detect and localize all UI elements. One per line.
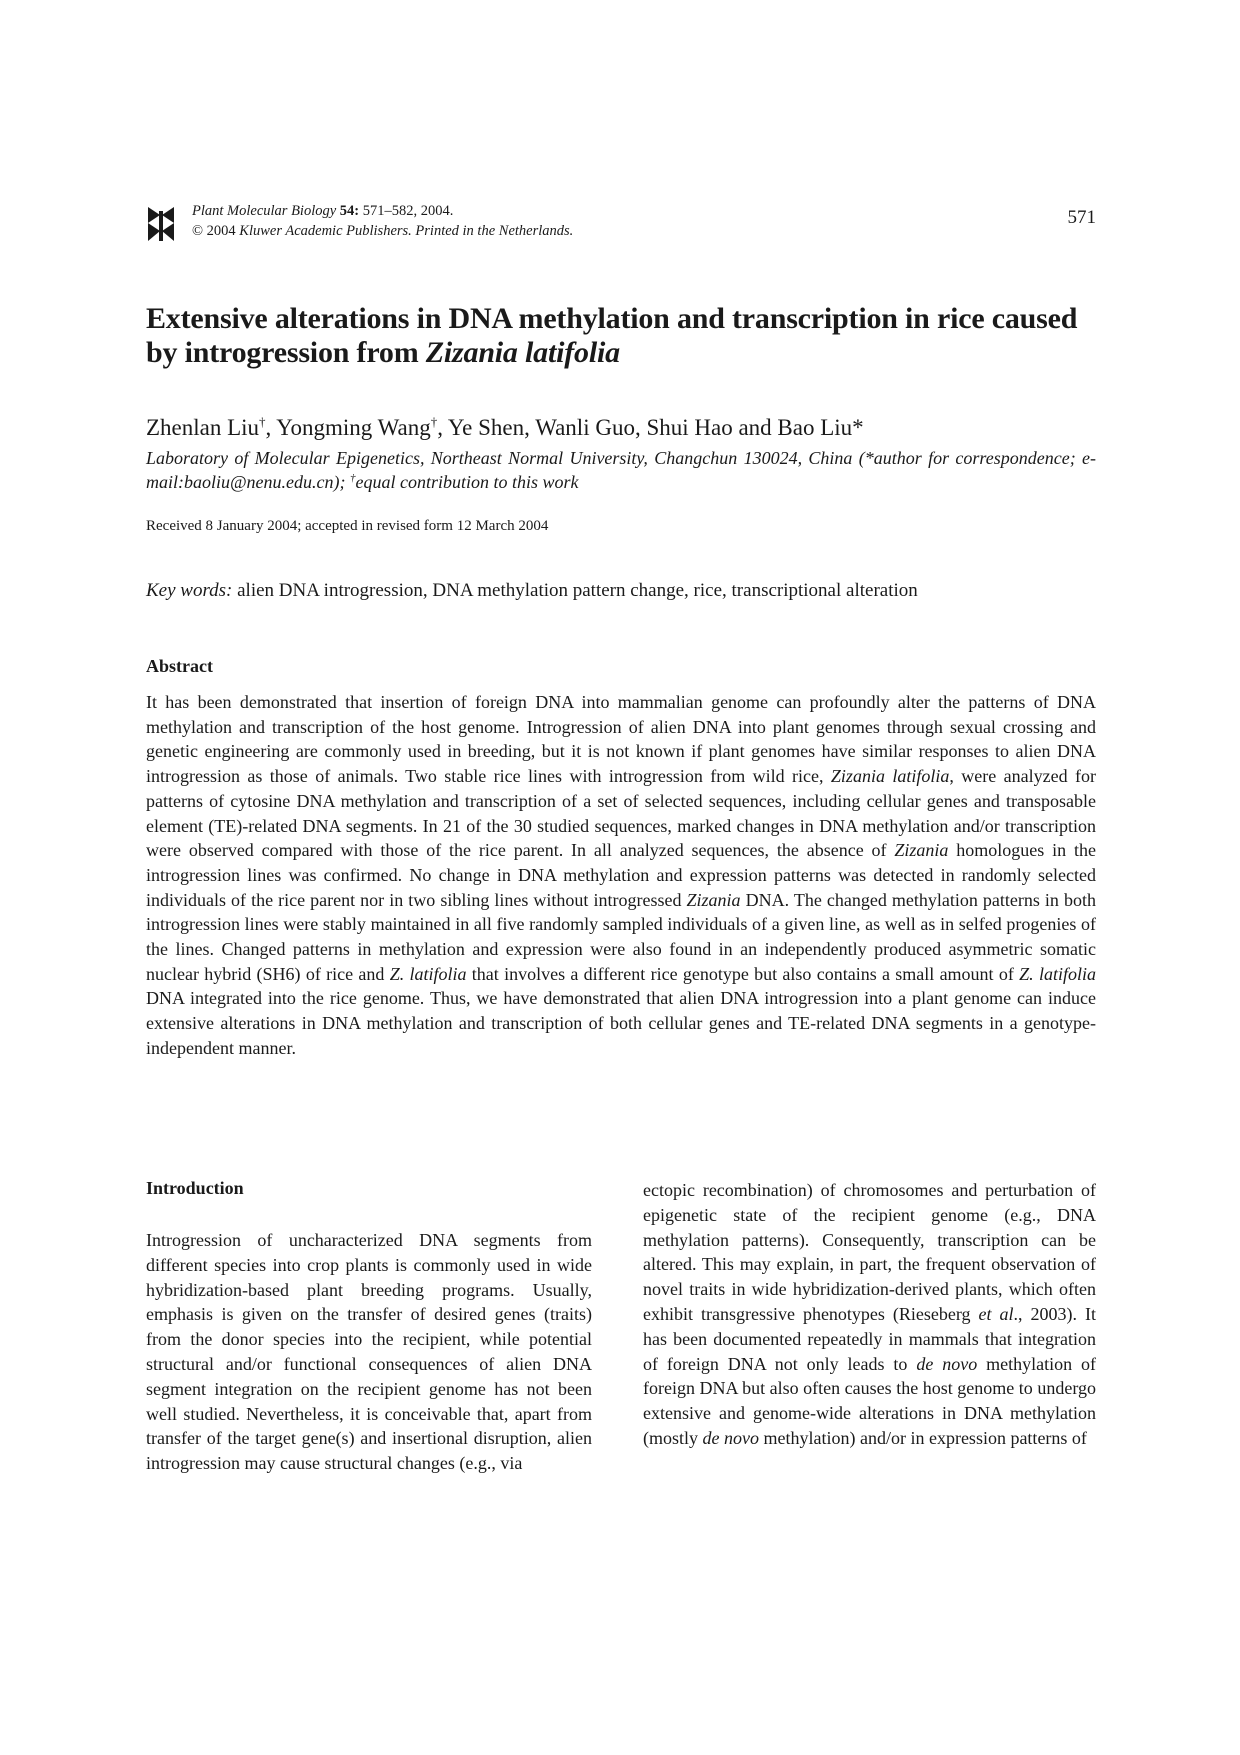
journal-header — [146, 199, 1096, 249]
author-list — [146, 415, 864, 441]
text-segment: Introgression of uncharacterized DNA segments from different species into crop plants is commonly used in wide hybridization-based plant breeding programs. Usually, emphasis is given on the transfer of desired genes (traits) from the donor species into the recipient, while potential structural and/or functional consequences of alien DNA segment integration on the recipient genome has not been well studied. Nevertheless, it is conceivable that, apart from transfer of the target gene(s) and insertional disruption, alien introgression may cause structural changes (e.g., via — [146, 1230, 592, 1474]
author-separator: , — [265, 415, 277, 440]
text-segment: methylation of foreign DNA but also often causes the host genome to undergo extensive and genome-wide alterations in DNA methylation (mostly — [643, 1353, 1096, 1448]
journal-volume: 54: — [339, 203, 360, 219]
italic-term: Z. latifolia — [389, 963, 467, 984]
introduction-left-column — [146, 1228, 592, 1476]
text-segment: DNA. The changed methylation patterns in both introgression lines were stably maintained in all five randomly sampled individuals of a given line, as well as in selfed progenies of the lines. Changed patterns in methylation and expression were also found in an independently produced asymmetric somatic nuclear hybrid (SH6) of rice and — [146, 889, 1096, 984]
abstract-paragraph — [146, 690, 1096, 1061]
copyright-year: 2004 — [206, 223, 236, 239]
introduction-heading: Introduction — [146, 1178, 244, 1198]
text-segment: DNA integrated into the rice genome. Thus, we have demonstrated that alien DNA introgression into a plant genome can induce extensive alterations in DNA methylation and transcription of both cellular genes and TE-related DNA segments in a genotype-independent manner. — [146, 988, 1096, 1058]
page-number: 571 — [1067, 207, 1096, 228]
author-mark: † — [430, 414, 438, 429]
introduction-right-column — [643, 1178, 1096, 1451]
italic-term: de novo — [702, 1427, 759, 1448]
equal-contribution-note: equal contribution to this work — [355, 472, 579, 492]
copyright-symbol: © — [192, 223, 204, 239]
italic-term: Zizania — [894, 840, 949, 861]
journal-name: Plant Molecular Biology — [192, 203, 337, 219]
italic-term: de novo — [916, 1353, 978, 1374]
equal-contribution-mark: † — [350, 472, 356, 484]
author-name: Wanli Guo — [535, 415, 635, 440]
author-mark: † — [259, 414, 266, 429]
text-segment: It has been demonstrated that insertion of foreign DNA into mammalian genome can profoundly alter the patterns of DNA methylation and transcription of the host genome. Introgression of alien DNA into plant genomes through sexual crossing and genetic engineering are commonly used in breeding, but it is not known if plant genomes have similar responses to alien DNA introgression as those of animals. Two stable rice lines with introgression from wild rice, — [146, 692, 1096, 787]
affiliation — [146, 446, 1096, 494]
author-separator: , — [634, 415, 647, 440]
introduction-right-paragraph — [643, 1178, 1096, 1451]
keywords-text: alien DNA introgression, DNA methylation pattern change, rice, transcriptional alteration — [237, 580, 918, 601]
publisher-logo-icon — [146, 203, 176, 243]
keywords — [146, 580, 918, 602]
title-species: Zizania latifolia — [425, 336, 620, 369]
italic-term: Z. latifolia — [1019, 963, 1096, 984]
text-segment: ., 2003). It has been documented repeatedly in mammals that integration of foreign DNA not only leads to — [643, 1303, 1096, 1374]
author-name: Yongming Wang — [276, 415, 431, 440]
text-segment: that involves a different rice genotype but also contains a small amount of — [466, 963, 1020, 984]
title-text: Extensive alterations in DNA methylation and transcription in rice caused by introgression from — [146, 302, 1078, 369]
author-name: Zhenlan Liu — [146, 415, 260, 440]
abstract-body — [146, 690, 1096, 1061]
italic-term: et al — [978, 1303, 1014, 1324]
author-name: Shui Hao — [646, 415, 733, 440]
author-name: Bao Liu* — [777, 415, 864, 440]
keywords-label: Key words: — [146, 580, 233, 601]
italic-term: Zizania latifolia — [830, 766, 950, 787]
copyright-line — [192, 221, 573, 241]
abstract-heading: Abstract — [146, 656, 213, 676]
received-dates: Received 8 January 2004; accepted in revised form 12 March 2004 — [146, 518, 549, 534]
author-separator: , — [524, 415, 536, 440]
author-separator: and — [732, 415, 778, 440]
author-name: Ye Shen — [447, 415, 525, 440]
article-title — [146, 302, 1096, 370]
text-segment: homologues in the introgression lines was confirmed. No change in DNA methylation and expression patterns was detected in randomly selected individuals of the rice parent nor in two sibling lines without introgressed — [146, 840, 1096, 910]
journal-pages: 571–582, 2004. — [362, 203, 454, 219]
affiliation-text: Laboratory of Molecular Epigenetics, Northeast Normal University, Changchun 130024, China (*author for correspondence; e-mail:baoliu@nenu.edu.cn); — [146, 448, 1096, 492]
text-segment: ectopic recombination) of chromosomes and perturbation of epigenetic state of the recipient genome (e.g., DNA methylation patterns). Consequently, transcription can be altered. This may explain, in part, the frequent observation of novel traits in wide hybridization-derived plants, which often exhibit transgressive phenotypes (Rieseberg — [643, 1180, 1096, 1324]
text-segment: , were analyzed for patterns of cytosine DNA methylation and transcription of a set of selected sequences, including cellular genes and transposable element (TE)-related DNA segments. In 21 of the 30 studied sequences, marked changes in DNA methylation and/or transcription were observed compared with those of the rice parent. In all analyzed sequences, the absence of — [146, 766, 1096, 861]
publisher-name: Kluwer Academic Publishers. Printed in the Netherlands. — [239, 223, 574, 239]
journal-citation — [192, 201, 573, 221]
author-separator: , — [437, 415, 448, 440]
text-segment: methylation) and/or in expression patterns of — [759, 1427, 1087, 1448]
introduction-left-paragraph — [146, 1228, 592, 1476]
italic-term: Zizania — [686, 889, 741, 910]
